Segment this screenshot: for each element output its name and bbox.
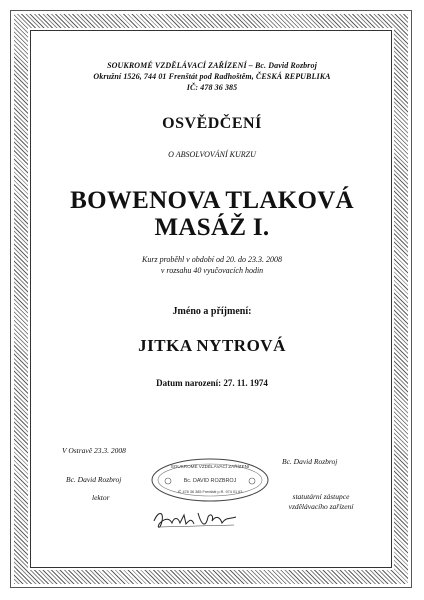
signature xyxy=(150,505,240,531)
certificate-title: OSVĚDČENÍ xyxy=(162,115,262,132)
place-date: V Ostravě 23.3. 2008 xyxy=(62,446,126,455)
course-name-line2: MASÁŽ I. xyxy=(154,214,270,241)
left-signer-name: Bc. David Rozbroj xyxy=(66,475,122,484)
right-signer-name: Bc. David Rozbroj xyxy=(282,457,338,466)
course-name-line1: BOWENOVA TLAKOVÁ xyxy=(70,187,354,214)
right-signer-role-2: vzdělávacího zařízení xyxy=(288,502,354,511)
birth-date: Datum narození: 27. 11. 1974 xyxy=(156,378,268,388)
svg-text:IČ 478 36 385 Frenštát p.R. 97: IČ 478 36 385 Frenštát p.R. 974 01 63 xyxy=(177,490,243,494)
right-signer-role-1: statutární zástupce xyxy=(292,492,350,501)
header-ic: IČ: 478 36 385 xyxy=(186,83,238,92)
course-period: Kurz proběhl v období od 20. do 23.3. 2008 xyxy=(142,255,282,264)
official-stamp xyxy=(150,457,270,503)
left-signer-role: lektor xyxy=(92,493,110,502)
name-label: Jméno a příjmení: xyxy=(172,306,252,317)
certificate-subtitle: O ABSOLVOVÁNÍ KURZU xyxy=(168,150,256,159)
svg-text:Bc. DAVID ROZBROJ: Bc. DAVID ROZBROJ xyxy=(183,478,237,484)
svg-text:SOUKROMÉ VZDĚLÁVACÍ ZAŘÍZENÍ: SOUKROMÉ VZDĚLÁVACÍ ZAŘÍZENÍ xyxy=(170,464,250,469)
header-address: Okružní 1526, 744 01 Frenštát pod Radhoštěm, ČESKÁ REPUBLIKA xyxy=(93,72,331,81)
course-hours: v rozsahu 40 vyučovacích hodin xyxy=(160,266,264,275)
recipient-name: JITKA NYTROVÁ xyxy=(138,336,286,355)
header-institution: SOUKROMÉ VZDĚLÁVACÍ ZAŘÍZENÍ – Bc. David Rozbroj xyxy=(107,61,317,70)
